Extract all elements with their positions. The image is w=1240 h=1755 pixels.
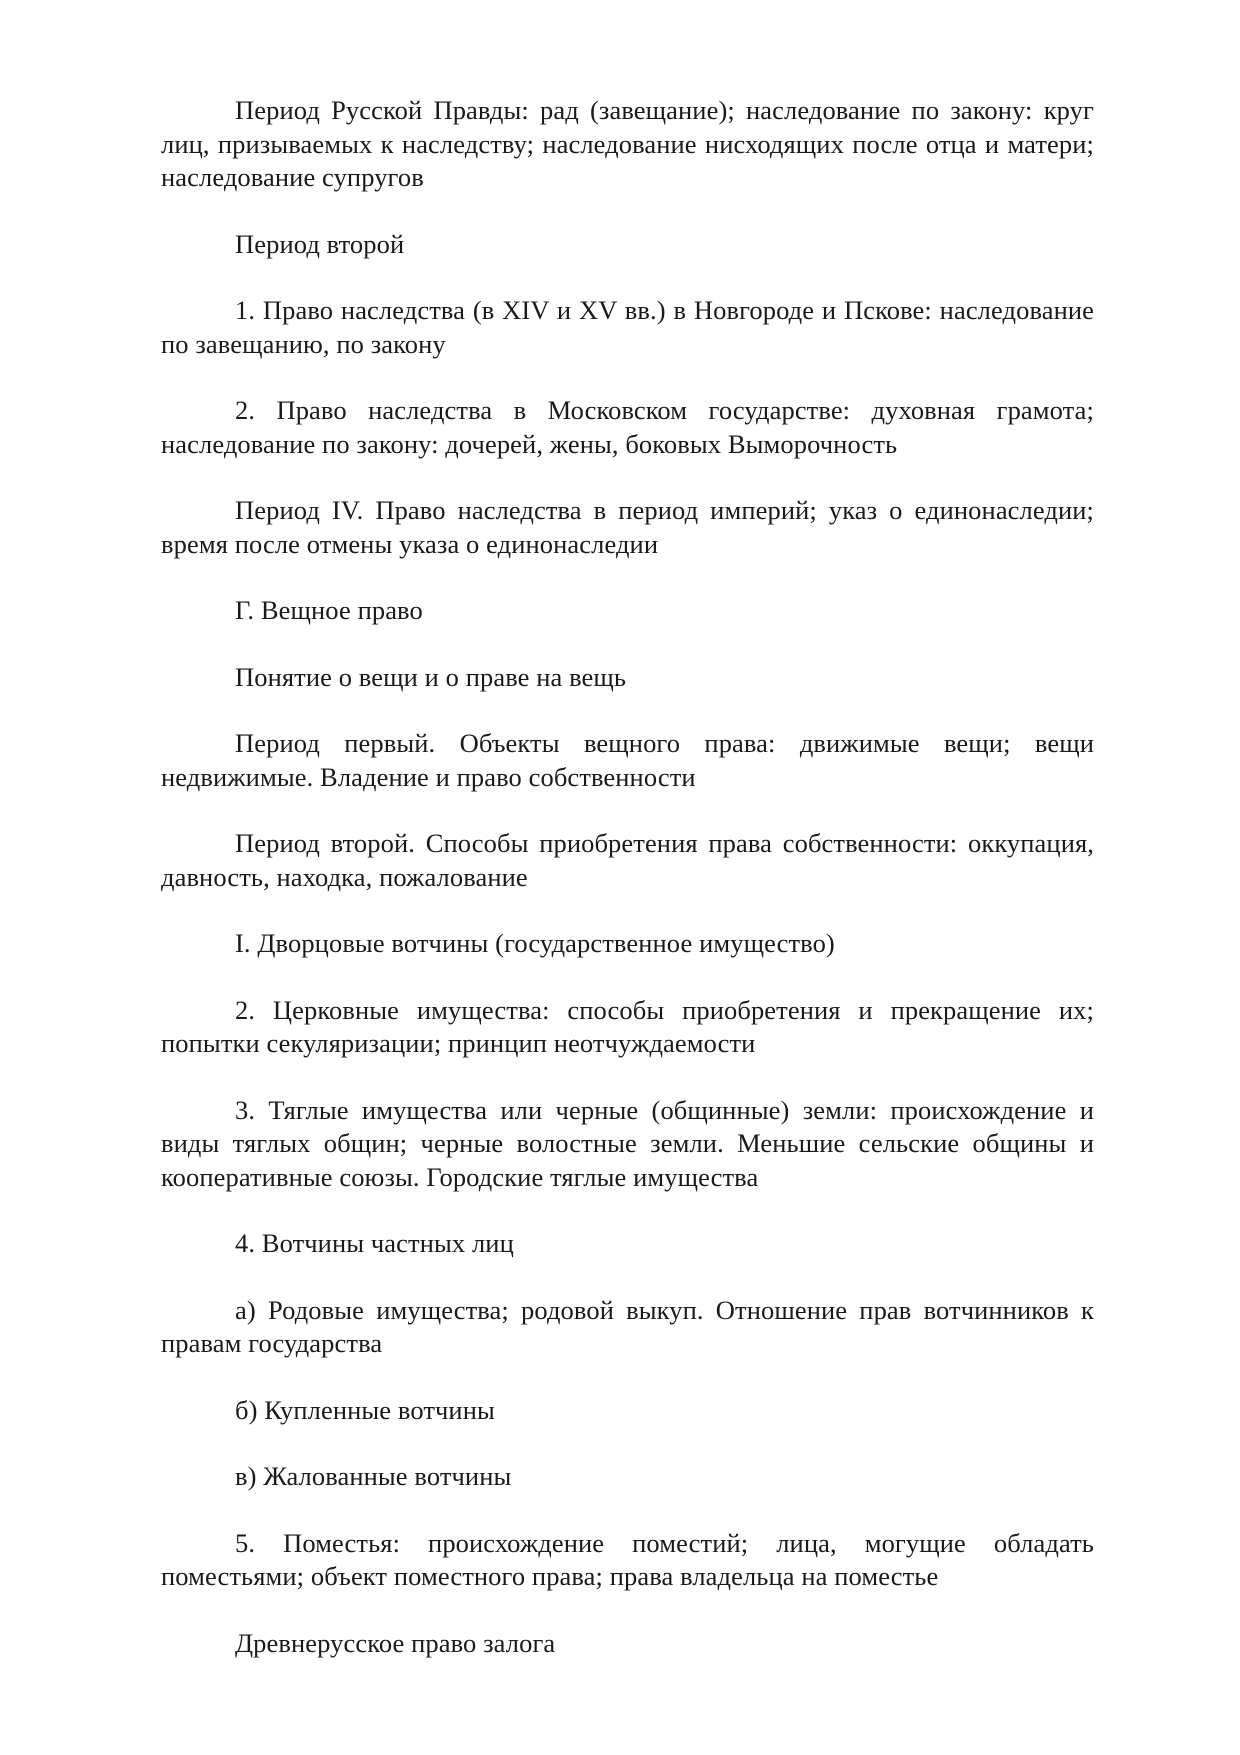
paragraph-period-second-acquisition: Период второй. Способы приобретения права собственности: оккупация, давность, находка, пожалование	[161, 828, 1094, 892]
paragraph-russkaya-pravda: Период Русской Правды: рад (завещание); наследование по закону: круг лиц, призываемых к наследству; наследование нисходящих после отца и матери; наследование супругов	[161, 95, 1094, 192]
paragraph-pledge-law: Древнерусское право залога	[235, 1627, 556, 1658]
paragraph-concept-of-thing: Понятие о вещи и о праве на вещь	[235, 661, 627, 692]
paragraph-period-first-objects: Период первый. Объекты вещного права: движимые вещи; вещи недвижимые. Владение и право собственности	[161, 728, 1094, 792]
paragraph-palace-estates: I. Дворцовые вотчины (государственное имущество)	[235, 928, 835, 958]
paragraph-private-estates: 4. Вотчины частных лиц	[235, 1228, 514, 1258]
paragraph-granted-estates: в) Жалованные вотчины	[235, 1461, 512, 1491]
paragraph-property-law-heading: Г. Вещное право	[235, 595, 423, 625]
paragraph-pomestya: 5. Поместья: происхождение поместий; лица, могущие обладать поместьями; объект поместного права; права владельца на поместье	[161, 1527, 1094, 1591]
paragraph-ancestral-property: а) Родовые имущества; родовой выкуп. Отношение прав вотчинников к правам государства	[161, 1294, 1094, 1358]
paragraph-period-iv: Период IV. Право наследства в период империй; указ о единонаследии; время после отмены указа о единонаследии	[161, 495, 1094, 559]
paragraph-tax-lands: 3. Тяглые имущества или черные (общинные) земли: происхождение и виды тяглых общин; черные волостные земли. Меньшие сельские общины и кооперативные союзы. Городские тяглые имущества	[161, 1094, 1094, 1192]
paragraph-moscow-state: 2. Право наследства в Московском государстве: духовная грамота; наследование по закону: дочерей, жены, боковых Выморочность	[161, 395, 1094, 459]
paragraph-period-second-heading: Период второй	[235, 228, 405, 259]
paragraph-novgorod-pskov: 1. Право наследства (в XIV и XV вв.) в Новгороде и Пскове: наследование по завещанию, по закону	[161, 295, 1094, 359]
paragraph-church-property: 2. Церковные имущества: способы приобретения и прекращение их; попытки секуляризации; принцип неотчуждаемости	[161, 994, 1094, 1058]
document-body	[161, 94, 1094, 1693]
paragraph-purchased-estates: б) Купленные вотчины	[235, 1394, 495, 1425]
